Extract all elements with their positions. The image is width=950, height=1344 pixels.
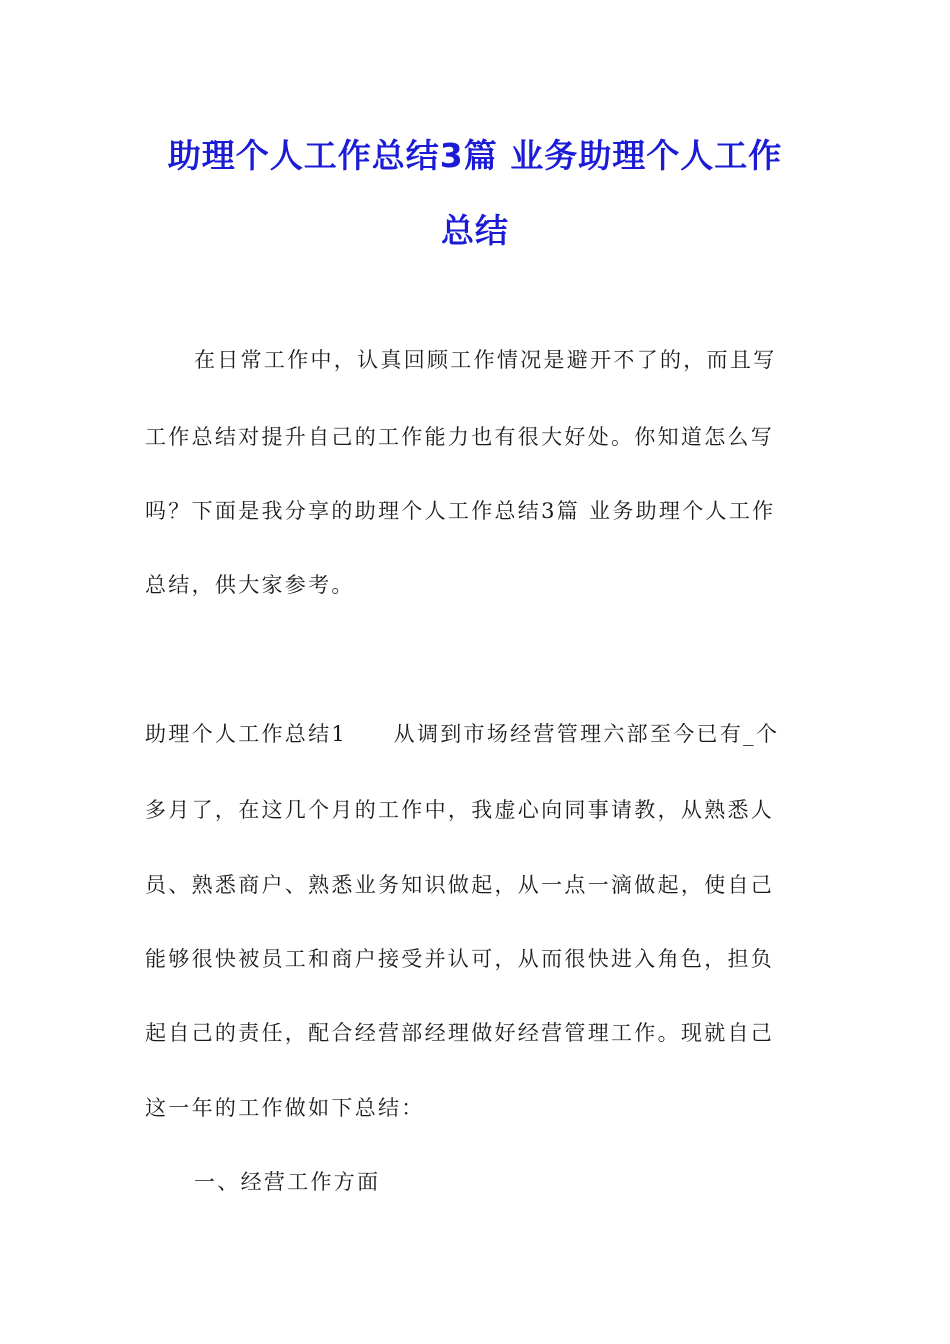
section1-line-6: 这一年的工作做如下总结： (145, 1096, 425, 1120)
section1-line-5: 起自己的责任，配合经营部经理做好经营管理工作。现就自己 (145, 1021, 775, 1045)
intro-line-1: 在日常工作中，认真回顾工作情况是避开不了的，而且写 (194, 348, 777, 372)
document-title-line-2: 总结 (441, 211, 509, 250)
section1-line-1: 助理个人工作总结1 从调到市场经营管理六部至今已有_个 (145, 722, 780, 746)
section1-line-3: 员、熟悉商户、熟悉业务知识做起，从一点一滴做起，使自己 (145, 873, 775, 897)
section1-line-4: 能够很快被员工和商户接受并认可，从而很快进入角色，担负 (145, 947, 775, 971)
intro-line-3: 吗？下面是我分享的助理个人工作总结3篇 业务助理个人工作 (145, 499, 776, 523)
intro-line-2: 工作总结对提升自己的工作能力也有很大好处。你知道怎么写 (145, 425, 775, 449)
section1-line-2: 多月了，在这几个月的工作中，我虚心向同事请教，从熟悉人 (145, 798, 775, 822)
intro-line-4: 总结，供大家参考。 (145, 573, 355, 597)
document-title-line-1: 助理个人工作总结3篇 业务助理个人工作 (167, 136, 783, 175)
subheading-business-work: 一、经营工作方面 (194, 1170, 381, 1194)
